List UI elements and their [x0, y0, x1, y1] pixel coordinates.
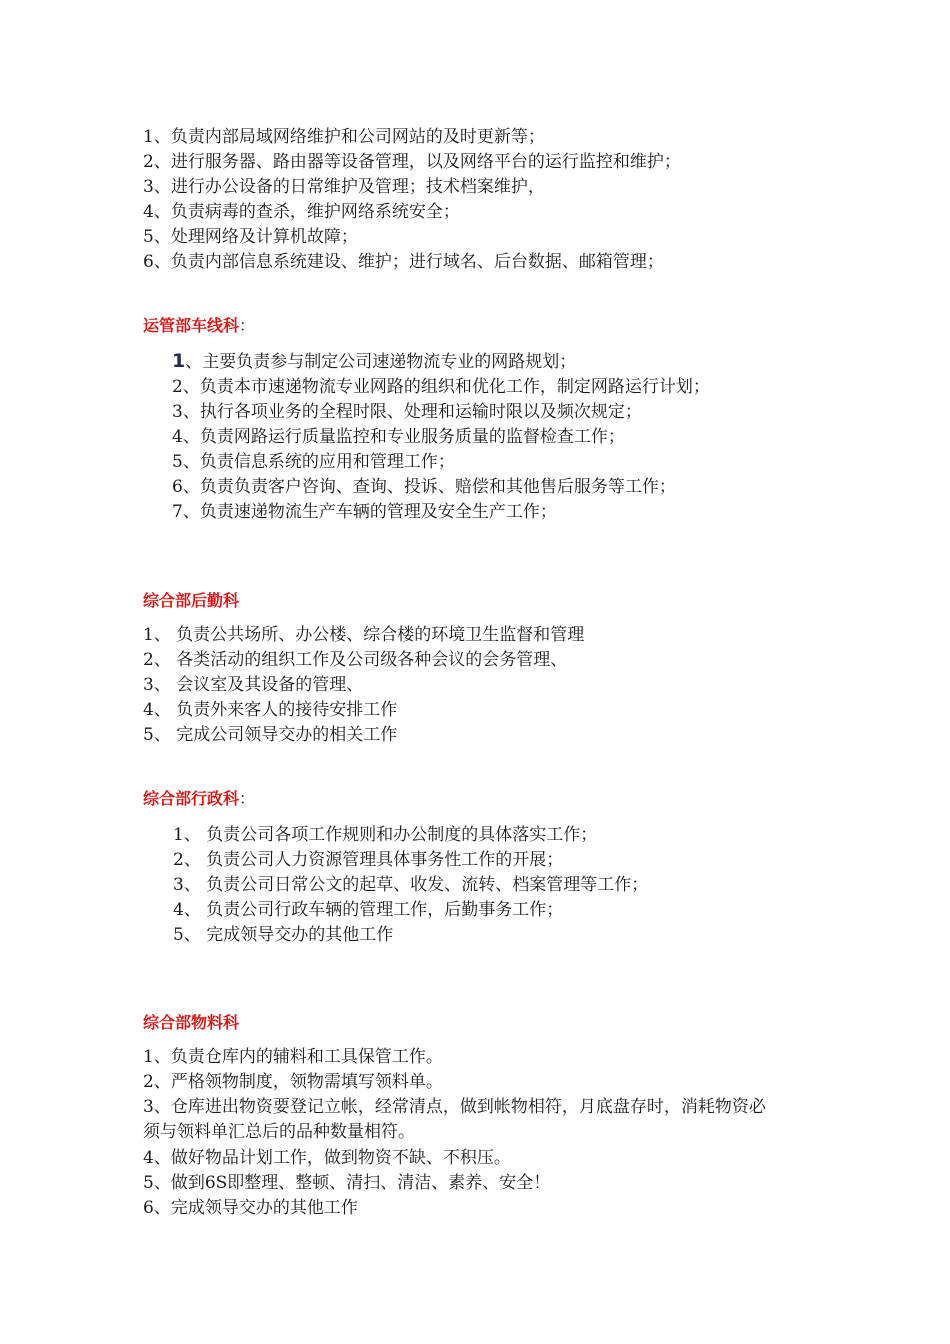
list-item: 7、负责速递物流生产车辆的管理及安全生产工作； — [172, 502, 557, 522]
list-item: 3、 会议室及其设备的管理、 — [143, 675, 364, 695]
list-item: 1、负责仓库内的辅料和工具保管工作。 — [143, 1047, 443, 1067]
list-item: 6、负责负责客户咨询、查询、投诉、赔偿和其他售后服务等工作； — [172, 477, 676, 497]
list-item: 5、做到6S即整理、整顿、清扫、清洁、素养、安全！ — [143, 1173, 551, 1193]
list-item: 3、 负责公司日常公文的起草、收发、流转、档案管理等工作； — [173, 875, 649, 895]
section-title: 综合部行政科 — [143, 789, 240, 808]
list-item: 5、处理网络及计算机故障； — [143, 227, 358, 247]
list-item: 2、严格领物制度，领物需填写领料单。 — [143, 1072, 443, 1092]
section-title-suffix: ： — [239, 789, 256, 808]
list-item: 4、 负责外来客人的接待安排工作 — [143, 700, 398, 720]
list-item: 1、 负责公司各项工作规则和办公制度的具体落实工作； — [173, 825, 598, 845]
section-heading — [143, 315, 255, 337]
section-title: 运管部车线科 — [143, 316, 240, 335]
section-title: 综合部后勤科 — [143, 591, 240, 610]
list-number: 1 — [172, 350, 186, 372]
list-item: 4、做好物品计划工作，做到物资不缺、不积压。 — [143, 1148, 511, 1168]
list-item: 2、负责本市速递物流专业网路的组织和优化工作，制定网路运行计划； — [172, 377, 710, 397]
list-item: 2、进行服务器、路由器等设备管理，以及网络平台的运行监控和维护； — [143, 152, 681, 172]
list-item: 3、进行办公设备的日常维护及管理；技术档案维护， — [143, 177, 545, 197]
section-title: 综合部物料科 — [143, 1013, 240, 1032]
list-item: 2、 各类活动的组织工作及公司级各种会议的会务管理、 — [143, 650, 568, 670]
section-title-suffix: ： — [239, 316, 256, 335]
list-item: 5、负责信息系统的应用和管理工作； — [172, 452, 455, 472]
list-item — [172, 350, 576, 373]
list-item: 1、负责内部局域网络维护和公司网站的及时更新等； — [143, 127, 545, 147]
list-item: 5、 完成领导交办的其他工作 — [173, 925, 394, 945]
list-item: 2、 负责公司人力资源管理具体事务性工作的开展； — [173, 850, 564, 870]
list-item: 4、 负责公司行政车辆的管理工作，后勤事务工作； — [173, 900, 564, 920]
list-item: 4、负责网路运行质量监控和专业服务质量的监督检查工作； — [172, 427, 625, 447]
list-item: 1、 负责公共场所、办公楼、综合楼的环境卫生监督和管理 — [143, 625, 585, 645]
list-item: 6、完成领导交办的其他工作 — [143, 1198, 358, 1218]
list-item: 4、负责病毒的查杀，维护网络系统安全； — [143, 202, 460, 222]
list-item: 3、仓库进出物资要登记立帐，经常清点，做到帐物相符，月底盘存时，消耗物资必 — [143, 1097, 766, 1117]
list-item: 须与领料单汇总后的品种数量相符。 — [143, 1122, 415, 1142]
section-heading — [143, 788, 255, 810]
list-item: 3、执行各项业务的全程时限、处理和运输时限以及频次规定； — [172, 402, 642, 422]
section-heading — [143, 1012, 239, 1034]
list-item-text: 、主要负责参与制定公司速递物流专业的网路规划； — [185, 352, 577, 372]
list-item: 5、 完成公司领导交办的相关工作 — [143, 725, 398, 745]
list-item: 6、负责内部信息系统建设、维护；进行域名、后台数据、邮箱管理； — [143, 252, 664, 272]
section-heading — [143, 590, 239, 612]
